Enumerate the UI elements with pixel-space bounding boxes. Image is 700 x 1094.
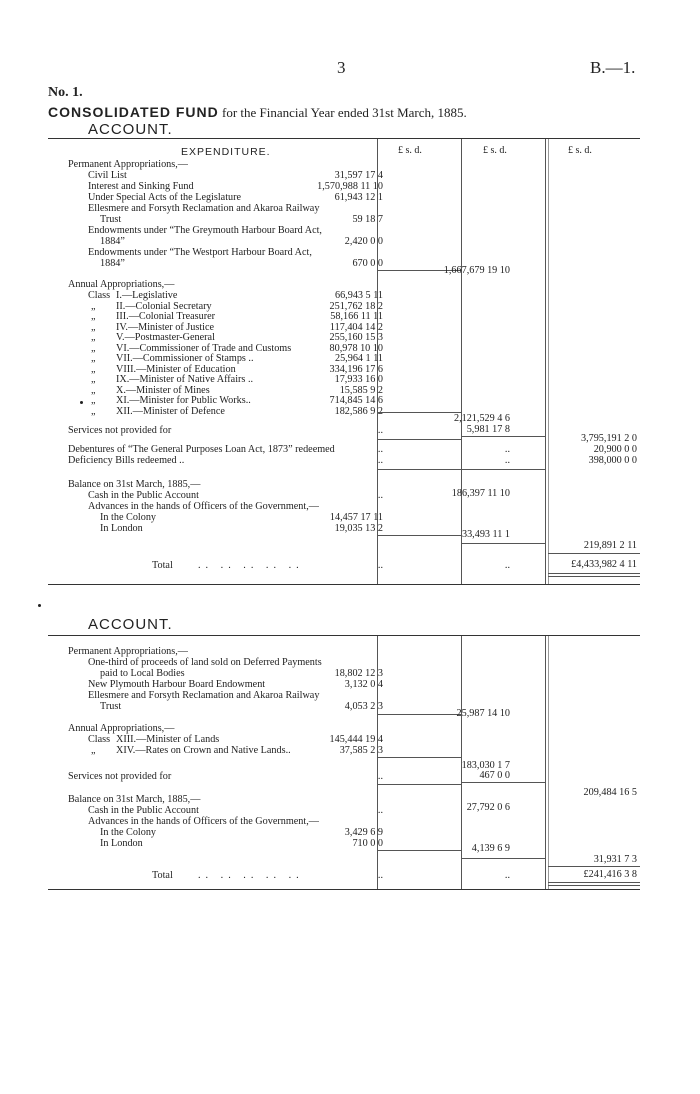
- dots: ..: [504, 455, 510, 466]
- row-label: Ellesmere and Forsyth Reclamation and Akaroa Railway: [88, 690, 320, 701]
- page-number: 3: [337, 58, 346, 77]
- row-label-cont: 1884”: [100, 258, 125, 269]
- row-amount: 1,570,988 11 10: [317, 181, 383, 192]
- dots: ..: [377, 455, 383, 466]
- row-amount: 670 0 0: [352, 258, 383, 269]
- dots: ..: [504, 870, 510, 881]
- receipts-table: [48, 635, 640, 890]
- row-amount: 17,933 16 0: [334, 374, 383, 385]
- services-label: Services not provided for: [68, 425, 172, 436]
- balance-total: 219,891 2 11: [583, 540, 637, 551]
- row-amount: 334,196 17 6: [329, 363, 383, 375]
- total-label: Total: [152, 870, 173, 881]
- grand-total: £4,433,982 4 11: [571, 559, 637, 570]
- dots: ..: [377, 805, 383, 816]
- row-amount: 182,586 9 2: [334, 405, 383, 417]
- row-prefix: „: [91, 342, 96, 354]
- colony-label: In the Colony: [100, 512, 157, 523]
- cash-amount: 186,397 11 10: [451, 488, 510, 499]
- row-label: IV.—Minister of Justice: [116, 321, 214, 333]
- balance-heading: Balance on 31st March, 1885,—: [68, 794, 201, 805]
- row-amount: 66,943 5 11: [334, 290, 383, 301]
- row-label: Under Special Acts of the Legislature: [88, 192, 242, 203]
- london-amount: 19,035 13 2: [334, 523, 383, 534]
- row-label: Endowments under “The Greymouth Harbour Board Act,: [88, 225, 322, 236]
- row-label: VII.—Commissioner of Stamps ..: [116, 353, 254, 364]
- row-label: II.—Colonial Secretary: [116, 300, 212, 312]
- dots: ..: [377, 870, 383, 881]
- dots: .. .. .. .. ..: [198, 560, 304, 571]
- row-label: X.—Minister of Mines: [116, 384, 210, 396]
- row-amount: 255,160 15 3: [329, 332, 383, 343]
- row-label: XIV.—Rates on Crown and Native Lands..: [116, 745, 291, 756]
- document-title: [48, 104, 467, 121]
- services-dots: ..: [377, 425, 383, 436]
- dots: ..: [377, 490, 383, 501]
- row-prefix: „: [91, 374, 96, 385]
- title-rest: for the Financial Year ended 31st March, 1885.: [218, 105, 467, 120]
- row-prefix: „: [91, 332, 96, 343]
- row-amount: 37,585 2 3: [339, 745, 383, 756]
- dots: ..: [504, 560, 510, 571]
- dots: ..: [377, 560, 383, 571]
- row-amount: 31,597 17 4: [334, 170, 383, 181]
- advances-label: Advances in the hands of Officers of the Government,—: [88, 816, 319, 827]
- expenditure-heading: EXPENDITURE.: [181, 146, 271, 158]
- row-label-cont: paid to Local Bodies: [100, 668, 185, 679]
- annual-total: 183,030 1 7: [461, 760, 510, 771]
- row-amount: 145,444 19 4: [329, 734, 383, 745]
- row-amount: 25,964 1 11: [334, 353, 383, 364]
- row-amount: 59 18 7: [352, 214, 383, 225]
- row-label: Endowments under “The Westport Harbour Board Act,: [88, 247, 312, 258]
- cash-label: Cash in the Public Account: [88, 490, 199, 501]
- col-header-1: £ s. d.: [398, 145, 422, 156]
- debentures-label: Debentures of “The General Purposes Loan Act, 1873” redeemed: [68, 444, 335, 455]
- row-label: XII.—Minister of Defence: [116, 405, 225, 417]
- row-prefix: „: [91, 300, 96, 312]
- row-label: One-third of proceeds of land sold on Deferred Payments: [88, 657, 322, 668]
- row-label: New Plymouth Harbour Board Endowment: [88, 679, 266, 690]
- col-header-2: £ s. d.: [483, 145, 507, 156]
- dots: .. .. .. .. ..: [198, 870, 304, 881]
- statement-number: No. 1.: [48, 85, 83, 100]
- row-label: Interest and Sinking Fund: [88, 181, 194, 192]
- london-label: In London: [100, 523, 143, 534]
- balance-heading: Balance on 31st March, 1885,—: [68, 479, 201, 490]
- row-label: VI.—Commissioner of Trade and Customs: [116, 342, 292, 354]
- advances-total: 4,139 6 9: [471, 843, 510, 854]
- annual-heading: Annual Appropriations,—: [68, 279, 175, 290]
- perm-heading: Permanent Appropriations,—: [68, 159, 188, 170]
- dots: ..: [377, 771, 383, 782]
- row-label: Ellesmere and Forsyth Reclamation and Akaroa Railway: [88, 203, 320, 214]
- row-label-cont: 1884”: [100, 236, 125, 247]
- row-label: IX.—Minister of Native Affairs ..: [116, 374, 254, 385]
- row-amount: 714,845 14 6: [329, 395, 383, 406]
- row-prefix: „: [91, 395, 96, 406]
- row-amount: 58,166 11 11: [330, 311, 383, 322]
- advances-label: Advances in the hands of Officers of the Government,—: [88, 501, 319, 512]
- perm-heading: Permanent Appropriations,—: [68, 646, 188, 657]
- row-amount: 80,978 10 10: [329, 342, 383, 354]
- subtotal: 3,795,191 2 0: [580, 433, 637, 444]
- colony-label: In the Colony: [100, 827, 157, 838]
- cash-label: Cash in the Public Account: [88, 805, 199, 816]
- dots: ..: [377, 444, 383, 455]
- row-amount: 15,585 9 2: [339, 384, 383, 396]
- row-prefix: „: [91, 384, 96, 396]
- account-heading-1: ACCOUNT.: [88, 121, 173, 138]
- london-label: In London: [100, 838, 143, 849]
- row-label: I.—Legislative: [116, 290, 178, 301]
- row-amount: 4,053 2 3: [344, 701, 383, 712]
- row-prefix: „: [91, 311, 96, 322]
- row-label: XI.—Minister for Public Works..: [116, 395, 251, 406]
- account-heading-2: ACCOUNT.: [88, 616, 173, 633]
- row-prefix: „: [91, 745, 96, 756]
- annual-total: 2,121,529 4 6: [453, 413, 510, 424]
- cash-amount: 27,792 0 6: [466, 802, 510, 813]
- services-label: Services not provided for: [68, 771, 172, 782]
- document-code: B.—1.: [590, 58, 636, 77]
- dots: ..: [504, 444, 510, 455]
- row-amount: 3,132 0 4: [344, 679, 383, 690]
- perm-total: 1,667,679 19 10: [443, 265, 510, 276]
- perm-total: 25,987 14 10: [456, 708, 510, 719]
- grand-total: £241,416 3 8: [583, 869, 637, 880]
- row-amount: 2,420 0 0: [344, 236, 383, 247]
- row-prefix: Class: [88, 734, 111, 745]
- row-prefix: „: [91, 405, 96, 417]
- debentures-amount: 20,900 0 0: [593, 444, 637, 455]
- expenditure-table: [48, 138, 640, 585]
- row-prefix: „: [91, 363, 96, 375]
- col-header-3: £ s. d.: [568, 145, 592, 156]
- row-label-cont: Trust: [100, 701, 122, 712]
- row-label: VIII.—Minister of Education: [116, 363, 236, 375]
- title-bold: CONSOLIDATED FUND: [48, 104, 219, 120]
- colony-amount: 3,429 6 9: [344, 827, 383, 838]
- row-amount: 18,802 12 3: [334, 668, 383, 679]
- row-label: III.—Colonial Treasurer: [116, 311, 216, 322]
- row-amount: 117,404 14 2: [329, 321, 383, 333]
- london-amount: 710 0 0: [352, 838, 383, 849]
- stray-mark: [80, 401, 83, 404]
- row-prefix: „: [91, 353, 96, 364]
- balance-total: 31,931 7 3: [593, 854, 637, 865]
- row-prefix: Class: [88, 290, 111, 301]
- total-label: Total: [152, 560, 173, 571]
- row-amount: 251,762 18 2: [329, 300, 383, 312]
- stray-mark: [38, 604, 41, 607]
- deficiency-label: Deficiency Bills redeemed ..: [68, 455, 185, 466]
- colony-amount: 14,457 17 11: [329, 512, 383, 523]
- subtotal: 209,484 16 5: [583, 787, 637, 798]
- row-label: V.—Postmaster-General: [116, 332, 215, 343]
- advances-total: 33,493 11 1: [461, 529, 510, 540]
- services-amount: 5,981 17 8: [466, 424, 510, 435]
- row-label: Civil List: [88, 170, 127, 181]
- annual-heading: Annual Appropriations,—: [68, 723, 175, 734]
- row-prefix: „: [91, 321, 96, 333]
- row-label-cont: Trust: [100, 214, 122, 225]
- deficiency-amount: 398,000 0 0: [588, 455, 637, 466]
- row-label: XIII.—Minister of Lands: [116, 734, 220, 745]
- row-amount: 61,943 12 1: [334, 192, 383, 203]
- services-amount: 467 0 0: [479, 770, 510, 781]
